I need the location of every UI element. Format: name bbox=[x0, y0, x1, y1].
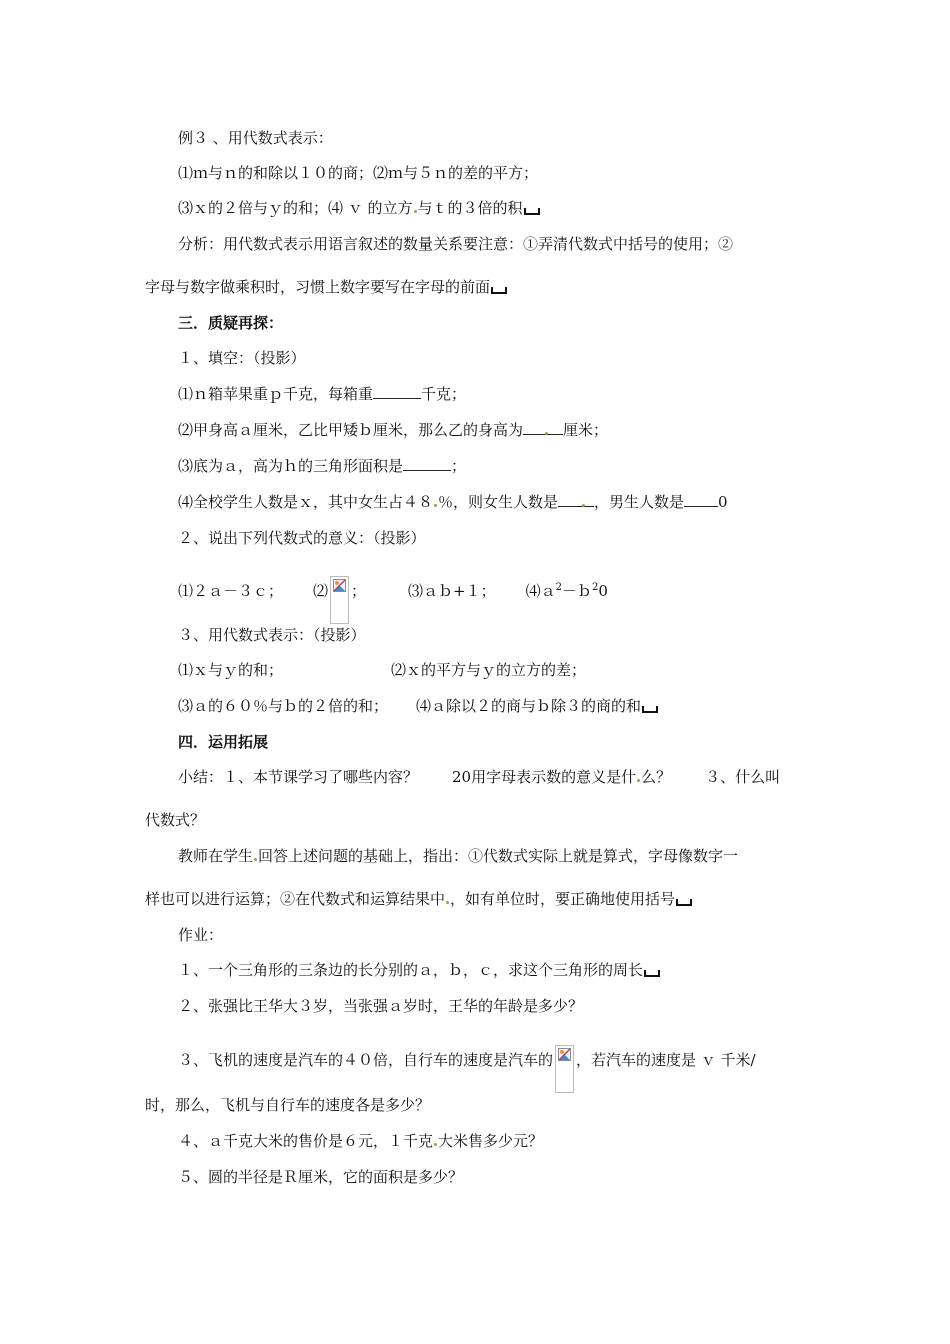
teacher-line1: 教师在学生 回答上述问题的基础上，指出：①代数式实际上就是算式，字母像数字一 bbox=[178, 847, 739, 865]
dot-mark bbox=[637, 779, 640, 782]
answer-blank bbox=[403, 456, 451, 471]
dot-mark bbox=[545, 432, 548, 435]
example3-analysis-line2: 字母与数字做乘积时，习惯上数字要写在字母的前面 bbox=[145, 277, 507, 297]
meaning-expressions: ⑴２ａ－３ｃ； ⑵ ； ⑶ａｂ+１； ⑷ａ$^2$－ｂ$^2$0 bbox=[178, 576, 608, 624]
example3-q3: ⑶ｘ的２倍与ｙ的和；⑷ ｖ 的立方 与ｔ的３倍的积 bbox=[178, 198, 540, 218]
task1-heading: １、填空：（投影） bbox=[178, 349, 306, 367]
dot-mark bbox=[446, 901, 449, 904]
example3-q1: ⑴ｍ与ｎ的和除以１０的商；⑵ｍ与５ｎ的差的平方； bbox=[178, 164, 539, 182]
end-mark bbox=[491, 287, 507, 294]
express-row-1: ⑴ｘ与ｙ的和； ⑵ｘ的平方与ｙ的立方的差； bbox=[178, 661, 587, 679]
dot-mark bbox=[582, 504, 585, 507]
homework-item-4: ４、ａ千克大米的售价是６元，１千克 大米售多少元？ bbox=[178, 1132, 544, 1150]
dot-mark bbox=[434, 504, 437, 507]
answer-blank bbox=[523, 420, 563, 435]
broken-image-icon bbox=[330, 576, 349, 624]
homework-item-3: ３、飞机的速度是汽车的４０倍，自行车的速度是汽车的 ，若汽车的速度是 ｖ 千米/ bbox=[178, 1045, 756, 1093]
example3-analysis-line1: 分析：用代数式表示用语言叙述的数量关系要注意：①弄清代数式中括号的使用；② bbox=[178, 235, 734, 253]
example3-heading: 例３ 、用代数式表示： bbox=[178, 129, 333, 147]
answer-blank bbox=[558, 492, 594, 507]
homework-item-1: １、一个三角形的三条边的长分别的ａ，ｂ，ｃ，求这个三角形的周长 bbox=[178, 960, 660, 980]
answer-blank bbox=[373, 384, 421, 399]
express-row-2: ⑶ａ的６０％与ｂ的２倍的和； ⑷ａ除以２的商与ｂ除３的商的和 bbox=[178, 696, 658, 716]
end-mark bbox=[644, 970, 660, 977]
summary-line2: 代数式？ bbox=[145, 811, 206, 829]
task2-heading: ２、说出下列代数式的意义：（投影） bbox=[178, 529, 426, 547]
dot-mark bbox=[434, 1143, 437, 1146]
fill-blank-2: ⑵甲身高ａ厘米，乙比甲矮ｂ厘米，那么乙的身高为 厘米； bbox=[178, 421, 609, 439]
summary-line1: 小结：１、本节课学习了哪些内容？ 20用字母表示数的意义是什 么？ ３、什么叫 bbox=[178, 768, 781, 786]
answer-blank bbox=[684, 492, 718, 507]
teacher-line2: 样也可以进行运算；②在代数式和运算结果中 ，如有单位时，要正确地使用括号 bbox=[145, 889, 692, 909]
section4-title: 四．运用拓展 bbox=[178, 733, 269, 751]
end-mark bbox=[524, 208, 540, 215]
fill-blank-4: ⑷全校学生人数是ｘ，其中女生占４８ ％，则女生人数是 ，男生人数是 0 bbox=[178, 493, 728, 511]
fill-blank-3: ⑶底为ａ，高为ｈ的三角形面积是 ； bbox=[178, 457, 467, 475]
fill-blank-1: ⑴ｎ箱苹果重ｐ千克，每箱重 千克； bbox=[178, 385, 467, 403]
homework-item-3-cont: 时，那么，飞机与自行车的速度各是多少？ bbox=[145, 1096, 431, 1114]
end-mark bbox=[642, 706, 658, 713]
task3-heading: ３、用代数式表示：（投影） bbox=[178, 626, 366, 644]
homework-title: 作业： bbox=[178, 926, 224, 944]
dot-mark bbox=[414, 210, 417, 213]
broken-image-icon bbox=[555, 1045, 574, 1093]
dot-mark bbox=[254, 858, 257, 861]
end-mark bbox=[676, 899, 692, 906]
homework-item-5: ５、圆的半径是Ｒ厘米，它的面积是多少？ bbox=[178, 1168, 464, 1186]
section3-title: 三．质疑再探： bbox=[178, 314, 284, 332]
homework-item-2: ２、张强比王华大３岁，当张强ａ岁时，王华的年龄是多少？ bbox=[178, 997, 584, 1015]
